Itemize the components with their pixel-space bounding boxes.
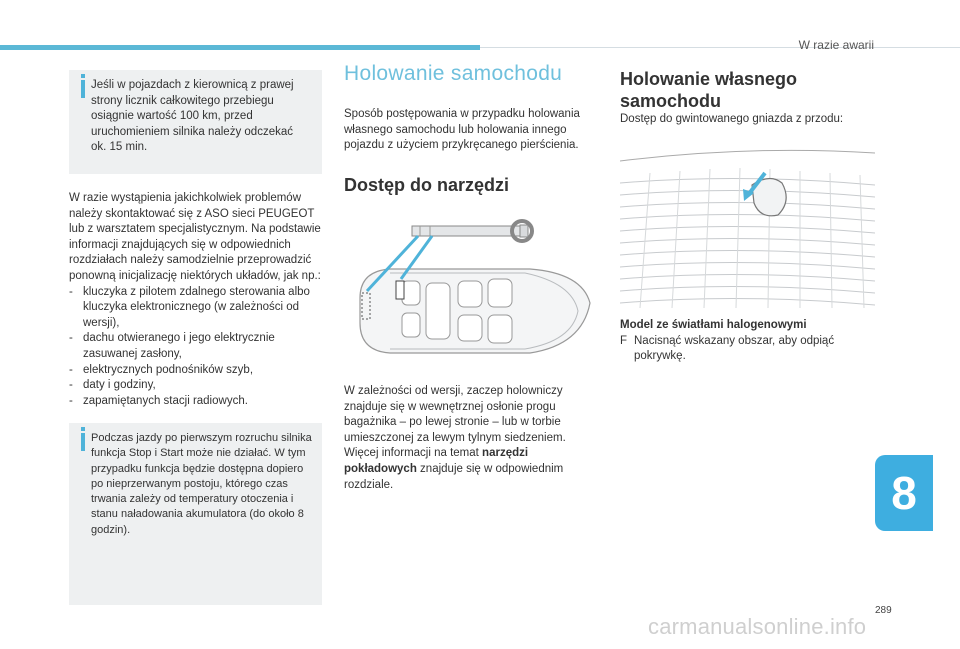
list-item: - daty i godziny, [69, 379, 156, 392]
tools-body: W zależności od wersji, zaczep holowniczy znajduje się w wewnętrznej osłonie progu bagażnika – po lewej stronie – lub w torbie umieszczonej za lewym tylnym siedzeniem. Więcej informacji na temat narzędzi pokładowych znajduje się w odpowiednim rozdziale. [344, 385, 566, 491]
page-title: Holowanie samochodu [344, 62, 563, 85]
instruction-step: F Nacisnąć wskazany obszar, aby odpiąć pokrywkę. [620, 334, 875, 365]
car-topview-svg [350, 213, 595, 368]
watermark: carmanualsonline.info [648, 614, 867, 639]
note-bottom-text: Podczas jazdy po pierwszym rozruchu silnika funkcja Stop i Start może nie działać. W tym przypadku funkcja będzie dostępna dopiero po nieprzerwanym postoju, którego czas trwania zależy od temperatury otoczenia i stanu naładowania akumulatora (do około 8 godzin). [91, 432, 312, 536]
list-item: - elektrycznych podnośników szyb, [69, 363, 254, 376]
step-marker: F [620, 334, 628, 347]
front-grille-illustration [620, 143, 875, 308]
top-accent-bar [0, 45, 480, 50]
list-item: - dachu otwieranego i jego elektrycznie zasuwanej zasłony, [69, 332, 275, 360]
note-top-text: Jeśli w pojazdach z kierownicą z prawej strony licznik całkowitego przebiegu osiągnie wartość 100 km, przed uruchomieniem silnika należy odczekać ok. 15 min. [91, 79, 294, 153]
info-icon [81, 80, 85, 98]
chapter-badge: 8 [875, 455, 933, 531]
caption-title: Model ze światłami halogenowymi [620, 319, 807, 331]
towing-intro: Sposób postępowania w przypadku holowania własnego samochodu lub holowania innego pojazdu z użyciem przykręcanego pierścienia. [344, 108, 580, 152]
note-box-top [69, 70, 322, 174]
note-box-bottom [69, 423, 322, 605]
own-towing-title: Holowanie własnego samochodu [620, 69, 798, 111]
page-number: 289 [875, 605, 892, 616]
section-title: W razie awarii [798, 38, 874, 52]
info-icon [81, 433, 85, 451]
left-paragraph: W razie wystąpienia jakichkolwiek problemów należy skontaktować się z ASO sieci PEUGEOT lub z warsztatem specjalistycznym. Na podstawie informacji znajdujących się w odpowiednich rozdziałach należy samodzielnie przeprowadzić ponowną inicjalizację niektórych układów, jak np.: [69, 192, 321, 282]
list-item: - kluczyka z pilotem zdalnego sterowania albo kluczyka elektronicznego (w zależności od wersji), [69, 285, 310, 329]
top-divider [480, 47, 960, 48]
left-body [69, 191, 324, 409]
own-towing-intro: Dostęp do gwintowanego gniazda z przodu: [620, 113, 844, 125]
car-tools-illustration [350, 213, 595, 368]
tools-subtitle: Dostęp do narzędzi [344, 175, 510, 195]
grille-svg [620, 143, 875, 308]
halogen-caption [620, 318, 875, 365]
list-item: - zapamiętanych stacji radiowych. [69, 394, 248, 407]
